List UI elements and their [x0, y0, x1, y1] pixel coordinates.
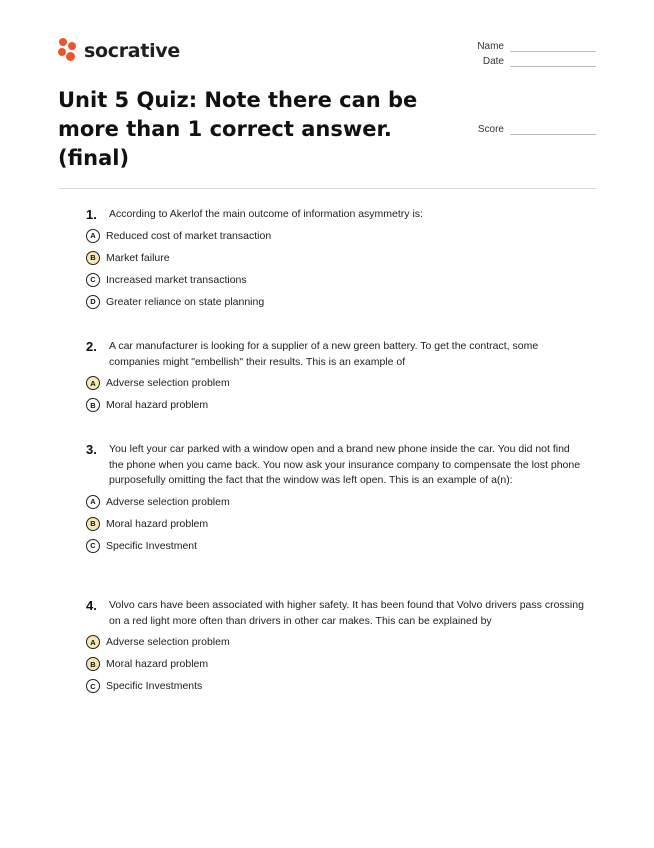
answer-option [86, 491, 586, 513]
answer-option [86, 394, 586, 416]
date-label: Date [482, 56, 504, 67]
answer-option [86, 675, 586, 697]
option-text: Moral hazard problem [106, 399, 209, 411]
option-letter-badge-correct: A [86, 376, 100, 390]
brand-name: socrative [84, 40, 180, 62]
name-line [510, 42, 596, 52]
option-letter-badge-correct: B [86, 657, 100, 671]
question-number: 1. [86, 207, 97, 222]
option-text: Adverse selection problem [106, 495, 230, 508]
option-text: Specific Investments [106, 680, 203, 692]
answer-option [86, 535, 586, 557]
question-text: According to Akerlof the main outcome of information asymmetry is: [109, 208, 423, 220]
answer-option [86, 269, 586, 291]
date-field [468, 56, 596, 67]
question-3 [86, 442, 586, 557]
question-text: You left your car parked with a window open and a brand new phone inside the car. You did not find the phone when you came back. You now ask your insurance company to compensate the lost phone purposefully omitting the fact that the window was left open. This is an example of a(n): [109, 443, 581, 486]
question-number: 2. [86, 339, 97, 354]
name-label: Name [477, 41, 504, 52]
option-letter-badge: A [86, 229, 100, 243]
answer-option [86, 372, 586, 394]
answer-option [86, 653, 586, 675]
socrative-logo [58, 38, 180, 64]
option-letter-badge: A [86, 495, 100, 509]
option-text: Moral hazard problem [106, 517, 209, 530]
option-letter-badge: B [86, 398, 100, 412]
option-text: Specific Investment [106, 539, 198, 552]
quiz-title: Unit 5 Quiz: Note there can be more than 1 correct answer. (final) [58, 88, 418, 170]
question-text: Volvo cars have been associated with higher safety. It has been found that Volvo drivers pass crossing on a red light more often than drivers in other car makes. This can be explained by [109, 599, 584, 627]
option-text: Adverse selection problem [106, 377, 230, 389]
answer-option [86, 225, 586, 247]
option-text: Moral hazard problem [106, 658, 209, 670]
question-text: A car manufacturer is looking for a supplier of a new green battery. To get the contract, some companies might "embellish" their results. This is an example of [109, 340, 539, 368]
option-text: Market failure [106, 251, 170, 264]
answer-option [86, 247, 586, 269]
option-text: Greater reliance on state planning [106, 295, 265, 308]
option-letter-badge: C [86, 539, 100, 553]
option-letter-badge: D [86, 295, 100, 309]
answer-option [86, 513, 586, 535]
question-1 [86, 207, 586, 313]
option-letter-badge: C [86, 273, 100, 287]
score-field [468, 124, 596, 135]
header-divider [58, 188, 596, 189]
option-text: Increased market transactions [106, 273, 247, 286]
answer-option [86, 631, 586, 653]
date-line [510, 57, 596, 67]
question-number: 4. [86, 598, 97, 613]
option-letter-badge-correct: B [86, 251, 100, 265]
score-label: Score [477, 124, 504, 135]
answer-option [86, 291, 586, 313]
option-letter-badge: C [86, 679, 100, 693]
question-number: 3. [86, 442, 97, 457]
option-letter-badge-correct: A [86, 635, 100, 649]
socrative-logo-icon [58, 38, 78, 64]
option-text: Reduced cost of market transaction [106, 229, 272, 242]
option-letter-badge-correct: B [86, 517, 100, 531]
question-4 [86, 598, 586, 697]
question-2 [86, 339, 586, 416]
score-line [510, 125, 596, 135]
option-text: Adverse selection problem [106, 636, 230, 648]
name-field [468, 41, 596, 52]
